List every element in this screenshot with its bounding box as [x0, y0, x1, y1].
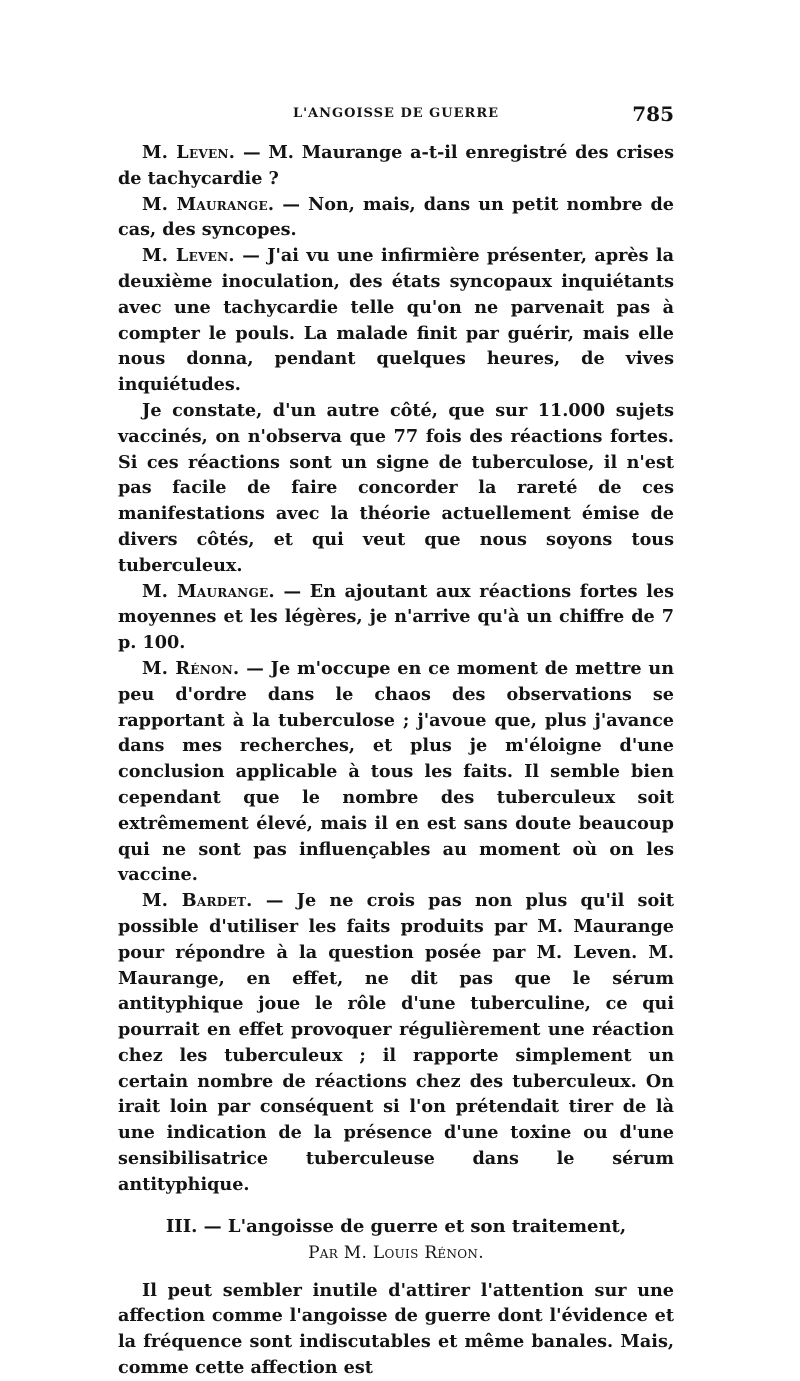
speaker: M. Leven.	[142, 142, 236, 163]
section-title: III. — L'angoisse de guerre et son traitement,	[165, 1215, 627, 1237]
paragraph-text: — Non, mais, dans un petit nombre de cas, des syncopes.	[118, 193, 674, 241]
section-heading	[118, 1214, 674, 1266]
paragraph-text: Je constate, d'un autre côté, que sur 11.000 sujets vaccinés, on n'observa que 77 fois des réactions fortes. Si ces réactions sont un signe de tuberculose, il n'est pas facile de faire concorder la rareté de ces manifestations avec la théorie actuellement émise de divers côtés, et qui veut que nous soyons tous tuberculeux.	[118, 399, 674, 576]
paragraph	[118, 398, 674, 579]
paragraph	[118, 888, 674, 1198]
paragraph	[118, 579, 674, 656]
section-author: Par M. Louis Rénon.	[308, 1242, 484, 1263]
page-header	[118, 100, 674, 140]
speaker: M. Rénon.	[142, 657, 240, 679]
paragraph-text: — J'ai vu une infirmière présenter, après la deuxième inoculation, des états syncopaux inquiétants avec une tachycardie telle qu'on ne parvenait pas à compter le pouls. La malade finit par guérir, mais elle nous donna, pendant quelques heures, de vives inquiétudes.	[118, 245, 674, 396]
speaker: M. Maurange.	[142, 580, 275, 602]
book-page	[118, 100, 674, 1381]
running-head: L'ANGOISSE DE GUERRE	[292, 106, 500, 121]
paragraph-text: — Je m'occupe en ce moment de mettre un peu d'ordre dans le chaos des observations se rapportant à la tuberculose ; j'avoue que, plus j'avance dans mes recherches, et plus je m'éloigne d'une conclusion applicable à tous les faits. Il semble bien cependant que le nombre des tuberculeux soit extrêmement élevé, mais il en est sans doute beaucoup qui ne sont pas influençables au moment où on les vaccine.	[118, 657, 674, 886]
paragraph-text: — En ajoutant aux réactions fortes les moyennes et les légères, je n'arrive qu'à un chiffre de 7 p. 100.	[118, 580, 674, 654]
page-number: 785	[632, 102, 674, 126]
closing-paragraph: Il peut sembler inutile d'attirer l'attention sur une affection comme l'angoisse de guerre dont l'évidence et la fréquence sont indiscutables et même banales. Mais, comme cette affection est	[118, 1279, 674, 1379]
speaker: M. Leven.	[142, 245, 235, 267]
paragraph	[118, 140, 674, 192]
speaker: M. Bardet.	[142, 890, 253, 912]
paragraph	[118, 656, 674, 888]
speaker: M. Maurange.	[142, 193, 275, 215]
body-text	[118, 140, 674, 1198]
paragraph	[118, 243, 674, 398]
paragraph	[118, 192, 674, 244]
paragraph-text: — Je ne crois pas non plus qu'il soit possible d'utiliser les faits produits par M. Maurange pour répondre à la question posée par M. Leven. M. Maurange, en effet, ne dit pas que le sérum antityphique joue le rôle d'une tuberculine, ce qui pourrait en effet provoquer régulièrement une réaction chez les tuberculeux ; il rapporte simplement un certain nombre de réactions chez des tuberculeux. On irait loin par conséquent si l'on prétendait tirer de là une indication de la présence d'une toxine ou d'une sensibilisatrice tuberculeuse dans le sérum antityphique.	[118, 890, 674, 1195]
paragraph-text: — M. Maurange a-t-il enregistré des crises de tachycardie ?	[118, 142, 674, 189]
